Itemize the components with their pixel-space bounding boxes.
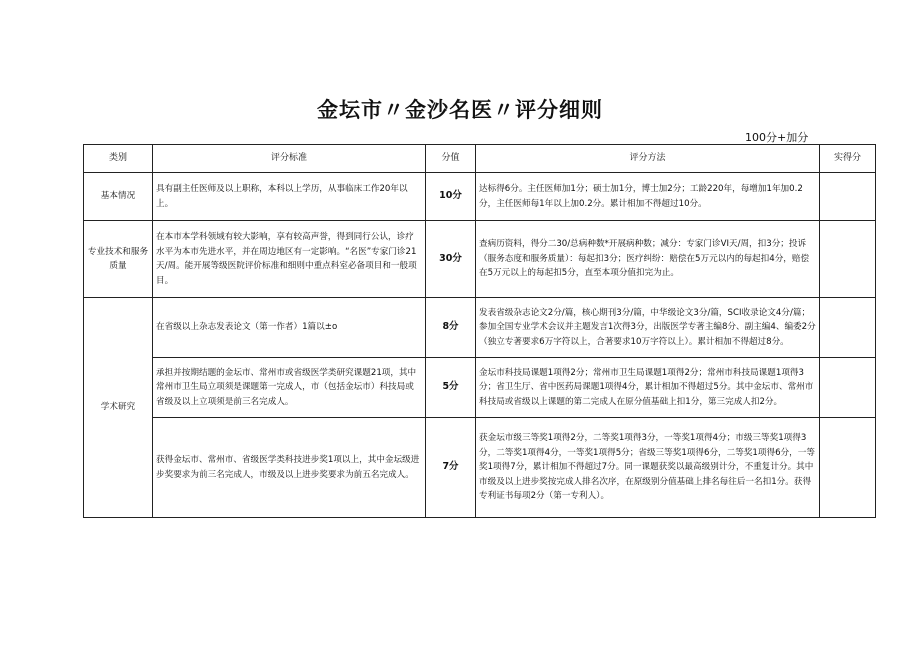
score-cell: 8分 (426, 298, 476, 358)
table-row (84, 358, 876, 418)
criteria-cell: 承担并按期结题的金坛市、常州市或省级医学类研究课题21项，其中常州市卫生局立项须是课题第一完成人，市（包括金坛市）科技局或省级及以上立项须是前三名完成人。 (153, 358, 426, 418)
actual-score-cell[interactable] (820, 173, 876, 221)
table-row (84, 221, 876, 298)
scoring-table (83, 144, 876, 518)
method-cell: 金坛市科技局课题1项得2分；常州市卫生局课题1项得2分；常州市科技局课题1项得3分；省卫生厅、省中医药局课题1项得4分，累计相加不得超过5分。其中金坛市、常州市科技局或省级以上课题的第二完成人在原分值基础上扣1分，第三完成人扣2分。 (476, 358, 820, 418)
category-cell: 基本情况 (84, 173, 153, 221)
criteria-cell: 具有副主任医师及以上职称，本科以上学历，从事临床工作20年以上。 (153, 173, 426, 221)
table-row (84, 173, 876, 221)
criteria-cell: 在本市本学科领域有较大影响，享有较高声誉，得到同行公认，诊疗水平为本市先进水平，并在周边地区有一定影响。“名医”专家门诊21天/周。能开展等级医院评价标准和细则中重点科室必备项目和一般项目。 (153, 221, 426, 298)
page-title: 金坛市〃金沙名医〃评分细则 (317, 98, 603, 122)
header-category: 类别 (84, 145, 153, 173)
table-row (84, 298, 876, 358)
score-cell: 5分 (426, 358, 476, 418)
header-score: 分值 (426, 145, 476, 173)
actual-score-cell[interactable] (820, 298, 876, 358)
actual-score-cell[interactable] (820, 358, 876, 418)
actual-score-cell[interactable] (820, 418, 876, 518)
score-cell: 30分 (426, 221, 476, 298)
score-cell: 7分 (426, 418, 476, 518)
score-cell: 10分 (426, 173, 476, 221)
header-criteria: 评分标准 (153, 145, 426, 173)
table-header-row (84, 145, 876, 173)
criteria-cell: 在省级以上杂志发表论文（第一作者）1篇以±o (153, 298, 426, 358)
method-cell: 达标得6分。主任医师加1分；硕士加1分，博士加2分；工龄220年，每增加1年加0.2分，主任医师每1年以上加0.2分。累计相加不得超过10分。 (476, 173, 820, 221)
criteria-cell: 获得金坛市、常州市、省级医学类科技进步奖1项以上，其中金坛级进步奖要求为前三名完成人，市级及以上进步奖要求为前五名完成人。 (153, 418, 426, 518)
method-cell: 发表省级杂志论文2分/篇，核心期刊3分/篇，中华级论文3分/篇，SCI收录论文4分/篇；参加全国专业学术会议并主题发言1次得3分，出版医学专著主编8分、副主编4、编委2分（独立专著要求6万字符以上，合著要求10万字符以上）。累计相加不得超过8分。 (476, 298, 820, 358)
header-method: 评分方法 (476, 145, 820, 173)
table-row (84, 418, 876, 518)
method-cell: 查病历资料，得分二30/总病种数*开展病种数；减分：专家门诊VI天/周，扣3分；投诉（服务态度和服务质量）：每起扣3分；医疗纠纷：赔偿在5万元以内的每起扣4分，赔偿在5万元以上的每起扣5分，直至本项分值扣完为止。 (476, 221, 820, 298)
category-cell: 专业技术和服务质量 (84, 221, 153, 298)
header-actual: 实得分 (820, 145, 876, 173)
method-cell: 获金坛市级三等奖1项得2分，二等奖1项得3分，一等奖1项得4分；市级三等奖1项得3分，二等奖1项得4分，一等奖1项得5分；省级三等奖1项得6分，二等奖1项得6分，一等奖1项得7分，累计相加不得超过7分。同一课题获奖以最高级别计分，不重复计分。其中市级及以上进步奖按完成人排名次序，在原级别分值基础上排名每往后一名扣1分。获得专利证书每项2分（第一专利人）。 (476, 418, 820, 518)
actual-score-cell[interactable] (820, 221, 876, 298)
total-score-note: 100分+加分 (745, 131, 809, 144)
category-cell: 学术研究 (84, 298, 153, 518)
